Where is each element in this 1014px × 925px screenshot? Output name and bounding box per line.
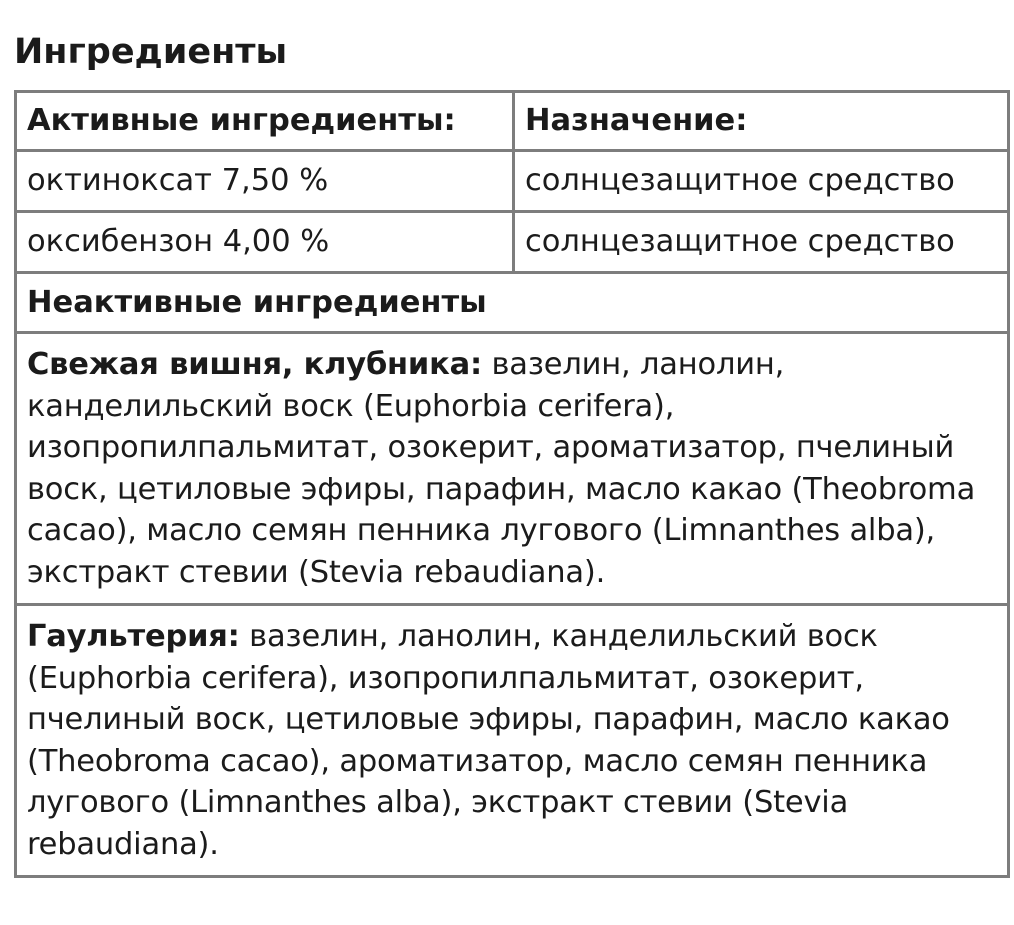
header-purpose: Назначение: <box>514 92 1009 151</box>
inactive-ingredients-heading: Неактивные ингредиенты <box>16 273 1009 333</box>
header-active-ingredients: Активные ингредиенты: <box>16 92 514 151</box>
table-row <box>16 212 1009 273</box>
active-ingredient-cell: октиноксат 7,50 % <box>16 151 514 212</box>
page-title: Ингредиенты <box>14 32 288 72</box>
table-row <box>16 151 1009 212</box>
active-ingredient-cell: оксибензон 4,00 % <box>16 212 514 273</box>
table-header-row <box>16 92 1009 151</box>
purpose-cell: солнцезащитное средство <box>514 151 1009 212</box>
flavor-ingredients-cell <box>16 605 1009 877</box>
ingredients-table <box>14 90 1010 878</box>
flavor-ingredients-cell <box>16 333 1009 605</box>
purpose-cell: солнцезащитное средство <box>514 212 1009 273</box>
flavor-name: Гаультерия: <box>27 619 240 654</box>
flavor-ingredients-text: вазелин, ланолин, канделильский воск (Euphorbia cerifera), изопропилпальмитат, озокерит, пчелиный воск, цетиловые эфиры, парафин, масло какао (Theobroma cacao), ароматизатор, масло семян пенника лугового (Limnanthes alba), экстракт стевии (Stevia rebaudiana). <box>27 619 950 862</box>
flavor-ingredients-text: вазелин, ланолин, канделильский воск (Euphorbia cerifera), изопропилпальмитат, озокерит, ароматизатор, пчелиный воск, цетиловые эфиры, парафин, масло какао (Theobroma cacao), масло семян пенника лугового (Limnanthes alba), экстракт стевии (Stevia rebaudiana). <box>27 347 976 590</box>
flavor-name: Свежая вишня, клубника: <box>27 347 482 382</box>
table-row <box>16 333 1009 605</box>
table-row <box>16 605 1009 877</box>
inactive-ingredients-heading-row <box>16 273 1009 333</box>
